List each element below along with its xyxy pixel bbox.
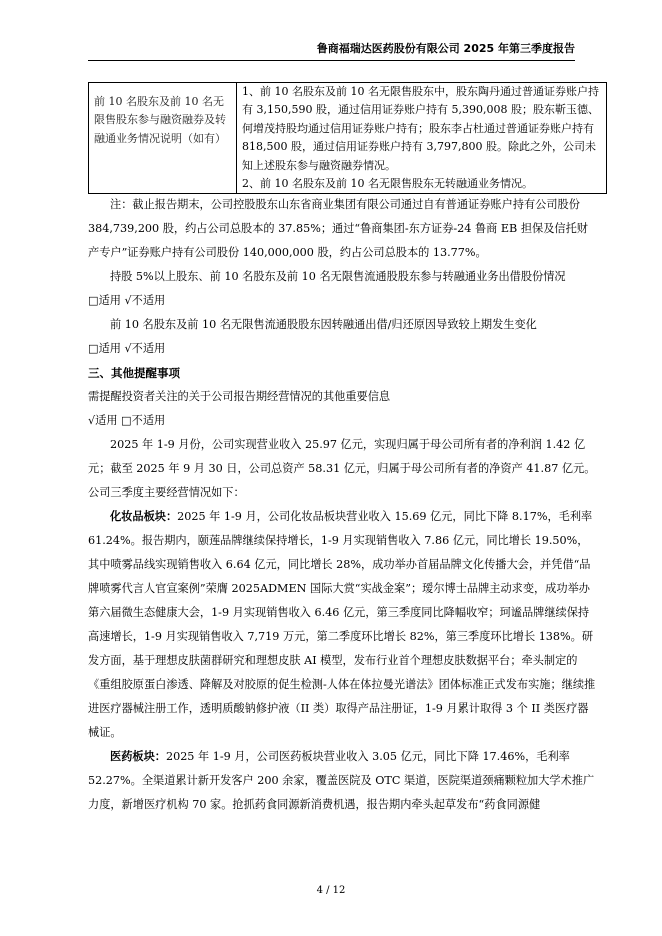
section-heading: 三、其他提醒事项: [88, 366, 180, 380]
table-label-cell: 前 10 名股东及前 10 名无限售股东参与融资融券及转融通业务情况说明（如有）: [89, 83, 237, 194]
section-option: √适用 □不适用: [88, 414, 166, 427]
change-title: 前 10 名股东及前 10 名无限售流通股股东因转融通出借/归还原因导致较上期发生变化: [110, 318, 537, 331]
lending-title: 持股 5%以上股东、前 10 名股东及前 10 名无限售流通股股东参与转融通业务出借股份情况: [110, 270, 566, 283]
document-body: [88, 193, 596, 817]
medicine-text: 2025 年 1-9 月，公司医药板块营业收入 3.05 亿元，同比下降 17.46%，毛利率 52.27%。全渠道累计新开发客户 200 余家，覆盖医院及 OTC 渠道，医院渠道颈痛颗粒加大学术推广力度，新增医疗机构 70 家。抢抓药食同源新消费机遇，报告期内牵头起草发布“药食同源健: [88, 750, 595, 811]
cosmetics-text: 2025 年 1-9 月，公司化妆品板块营业收入 15.69 亿元，同比下降 8.17%，毛利率 61.24%。报告期内，颐莲品牌继续保持增长，1-9 月实现销售收入 7.86 亿元，同比增长 19.50%，其中喷雾品线实现销售收入 6.64 亿元，同比增长 28%，成功举办首届品牌文化传播大会，并凭借“品牌喷雾代言人官宣案例”荣膺 2025ADMEN 国际大赏“实战金案”；瑷尔博士品牌主动求变，成功举办第六届微生态健康大会，1-9 月实现销售收入 6.46 亿元，第三季度同比降幅收窄；珂谧品牌继续保持高速增长，1-9 月实现销售收入 7,719 万元，第二季度环比增长 82%，第三季度环比增长 138%。研发方面，基于理想皮肤菌群研究和理想皮肤 AI 模型，发布行业首个理想皮肤数据平台；牵头制定的《重组胶原蛋白渗透、降解及对胶原的促生检测-人体在体拉曼光谱法》团体标准正式发布实施；继续推进医疗器械注册工作，透明质酸钠修护液（II 类）取得产品注册证，1-9 月累计取得 3 个 II 类医疗器械证。: [88, 510, 596, 739]
table-content-line-2: 2、前 10 名股东及前 10 名无限售股东无转融通业务情况。: [242, 177, 533, 191]
cosmetics-paragraph: [88, 505, 596, 745]
controlling-shareholder-note: 注：截止报告期末，公司控股股东山东省商业集团有限公司通过自有普通证券账户持有公司股份 384,739,200 股，约占公司总股本的 37.85%；通过“鲁商集团-东方证券-24 鲁商 EB 担保及信托财产专户”证券账户持有公司股份 140,000,000 股，约占公司总股本的 13.77%。: [88, 198, 588, 259]
change-option: □适用 √不适用: [88, 342, 166, 355]
report-header: 鲁商福瑞达医药股份有限公司 2025 年第三季度报告: [316, 42, 575, 55]
cosmetics-label: 化妆品板块：: [110, 510, 178, 523]
section-intro: 需提醒投资者关注的关于公司报告期经营情况的其他重要信息: [88, 390, 391, 403]
performance-summary: 2025 年 1-9 月份，公司实现营业收入 25.97 亿元，实现归属于母公司所有者的净利润 1.42 亿元；截至 2025 年 9 月 30 日，公司总资产 58.31 亿元，归属于母公司所有者的净资产 41.87 亿元。公司三季度主要经营情况如下：: [88, 438, 596, 499]
margin-trading-table: [88, 82, 607, 194]
medicine-paragraph: [88, 745, 596, 817]
table-row: [89, 83, 607, 194]
table-content-line-1: 1、前 10 名股东及前 10 名无限售股东中，股东陶丹通过普通证券账户持有 3,150,590 股，通过信用证券账户持有 5,390,008 股；股东靳玉德、何增茂持股均通过信用证券账户持有；股东李占杜通过普通证券账户持有 818,500 股，通过信用证券账户持有 3,797,800 股。除此之外，公司未知上述股东参与融资融券情况。: [242, 85, 599, 172]
lending-option: □适用 √不适用: [88, 294, 166, 307]
header-divider: [88, 60, 575, 61]
page-number: 4 / 12: [316, 885, 346, 896]
table-content-cell: [237, 83, 607, 194]
medicine-label: 医药板块：: [110, 750, 166, 763]
